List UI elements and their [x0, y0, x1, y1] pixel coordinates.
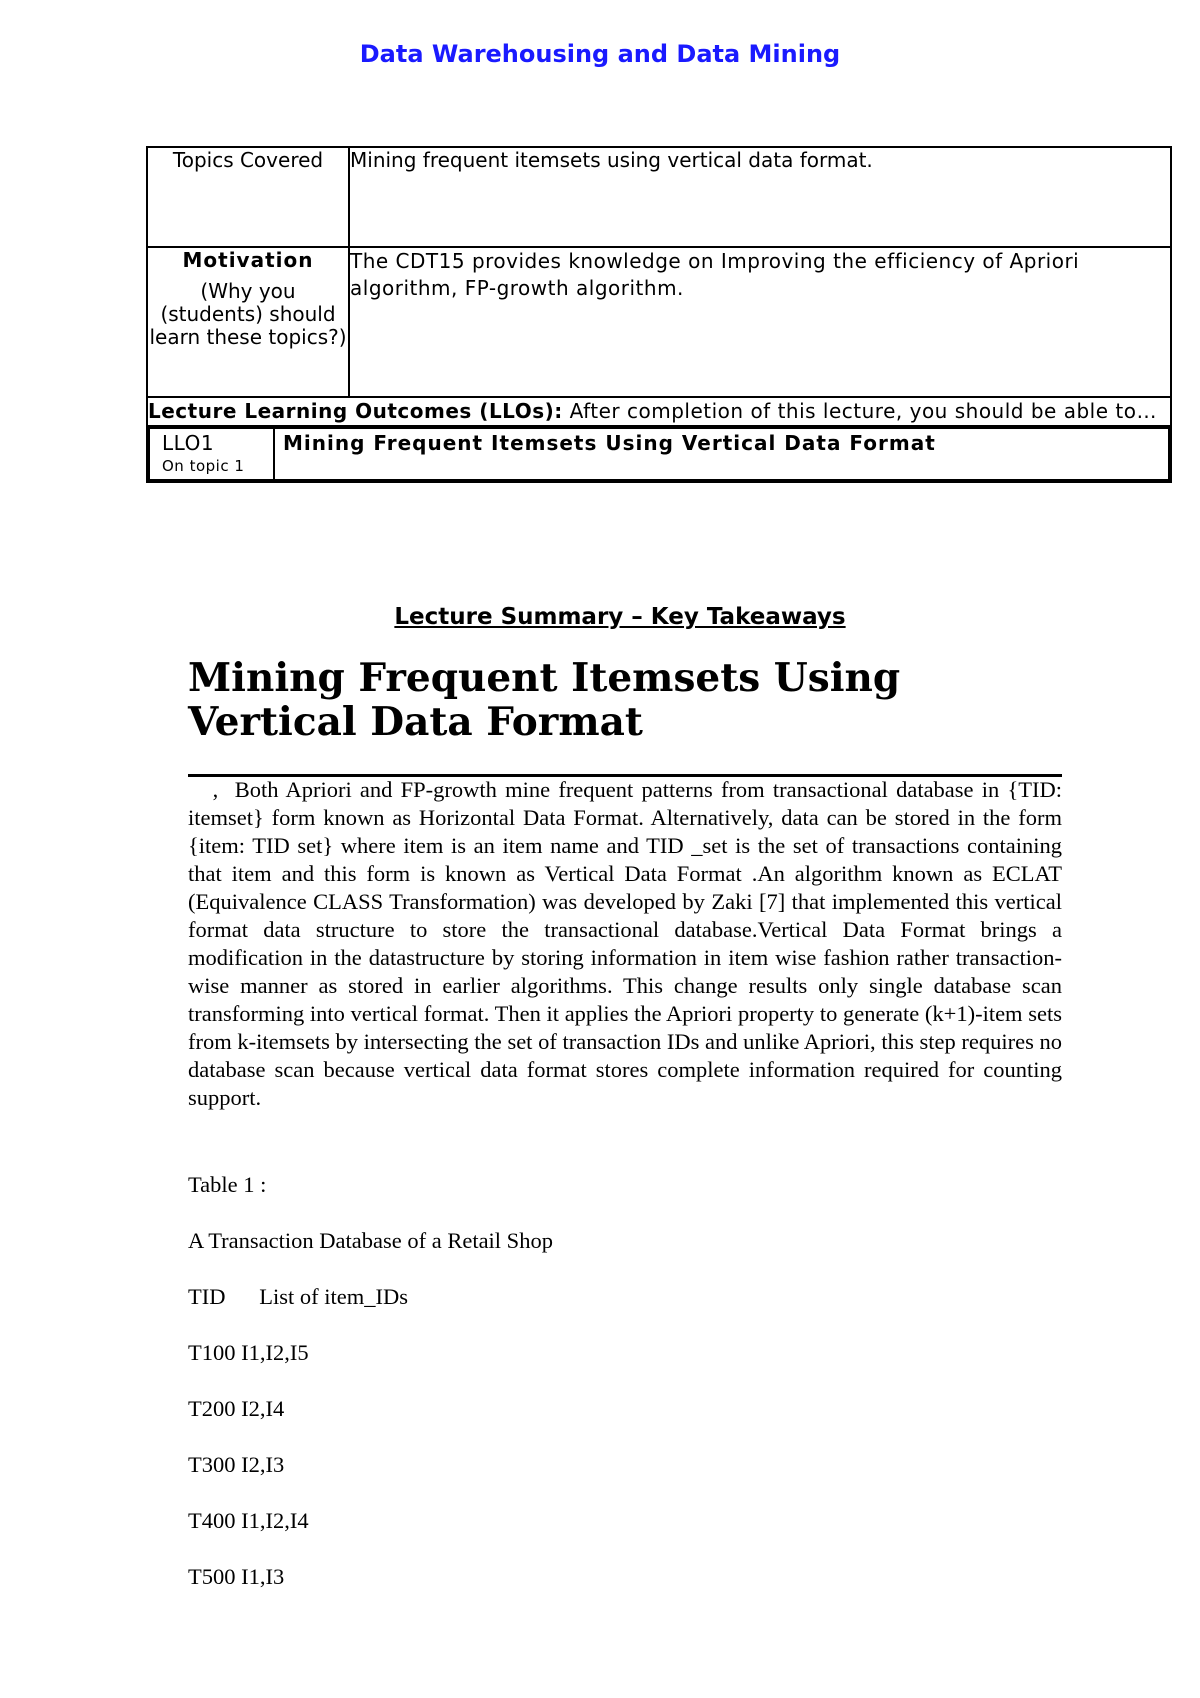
llo1-sublabel: On topic 1 — [162, 457, 245, 475]
llo-intro: After completion of this lecture, you should be able to… — [569, 399, 1157, 423]
table-row: T300 I2,I3 — [188, 1452, 285, 1477]
table-row: T500 I1,I3 — [188, 1564, 285, 1589]
section-heading: Mining Frequent Itemsets Using Vertical Data Format — [188, 655, 901, 745]
topics-covered-label: Topics Covered — [147, 147, 349, 247]
document-title: Data Warehousing and Data Mining — [359, 40, 841, 68]
llo-intro-cell — [147, 397, 1171, 426]
table-row: T400 I1,I2,I4 — [188, 1508, 309, 1533]
llo1-label: LLO1 — [162, 431, 215, 455]
motivation-value: The CDT15 provides knowledge on Improving the efficiency of Apriori algorithm, FP-growth algorithm. — [349, 247, 1171, 397]
motivation-label: Motivation — [182, 248, 314, 272]
body-paragraph: , Both Apriori and FP-growth mine frequent patterns from transactional database in {TID: itemset} form known as Horizontal Data Format. Alternatively, data can be stored in the form {item: TID set} where item is an item name and TID _set is the set of transactions containing that item and this form is known as Vertical Data Format .An algorithm known as ECLAT (Equivalence CLASS Transformation) was developed by Zaki [7] that implemented this vertical format data structure to store the transactional database.Vertical Data Format brings a modification in the datastructure by storing information in item wise fashion rather transaction-wise manner as stored in earlier algorithms. This change results only single database scan transforming into vertical format. Then it applies the Apriori property to generate (k+1)-item sets from k-itemsets by intersecting the set of transaction IDs and unlike Apriori, this step requires no database scan because vertical data format stores complete information required for counting support. — [188, 777, 1068, 1110]
motivation-sublabel: (Why you (students) should learn these topics?) — [149, 279, 347, 349]
table-label: Table 1 : — [188, 1172, 267, 1197]
table-header-line: TID List of item_IDs — [188, 1284, 408, 1309]
table-row: T200 I2,I4 — [188, 1396, 285, 1421]
table-row: T100 I1,I2,I5 — [188, 1340, 309, 1365]
table-caption: A Transaction Database of a Retail Shop — [188, 1228, 553, 1253]
lecture-info-table — [146, 146, 1172, 483]
llo1-label-cell — [149, 428, 274, 480]
motivation-cell — [147, 247, 349, 397]
topics-covered-value: Mining frequent itemsets using vertical data format. — [349, 147, 1171, 247]
llo-heading: Lecture Learning Outcomes (LLOs): — [148, 399, 563, 423]
summary-title: Lecture Summary – Key Takeaways — [394, 604, 846, 630]
llo1-description: Mining Frequent Itemsets Using Vertical Data Format — [274, 428, 1169, 480]
llo1-row — [147, 426, 1171, 482]
